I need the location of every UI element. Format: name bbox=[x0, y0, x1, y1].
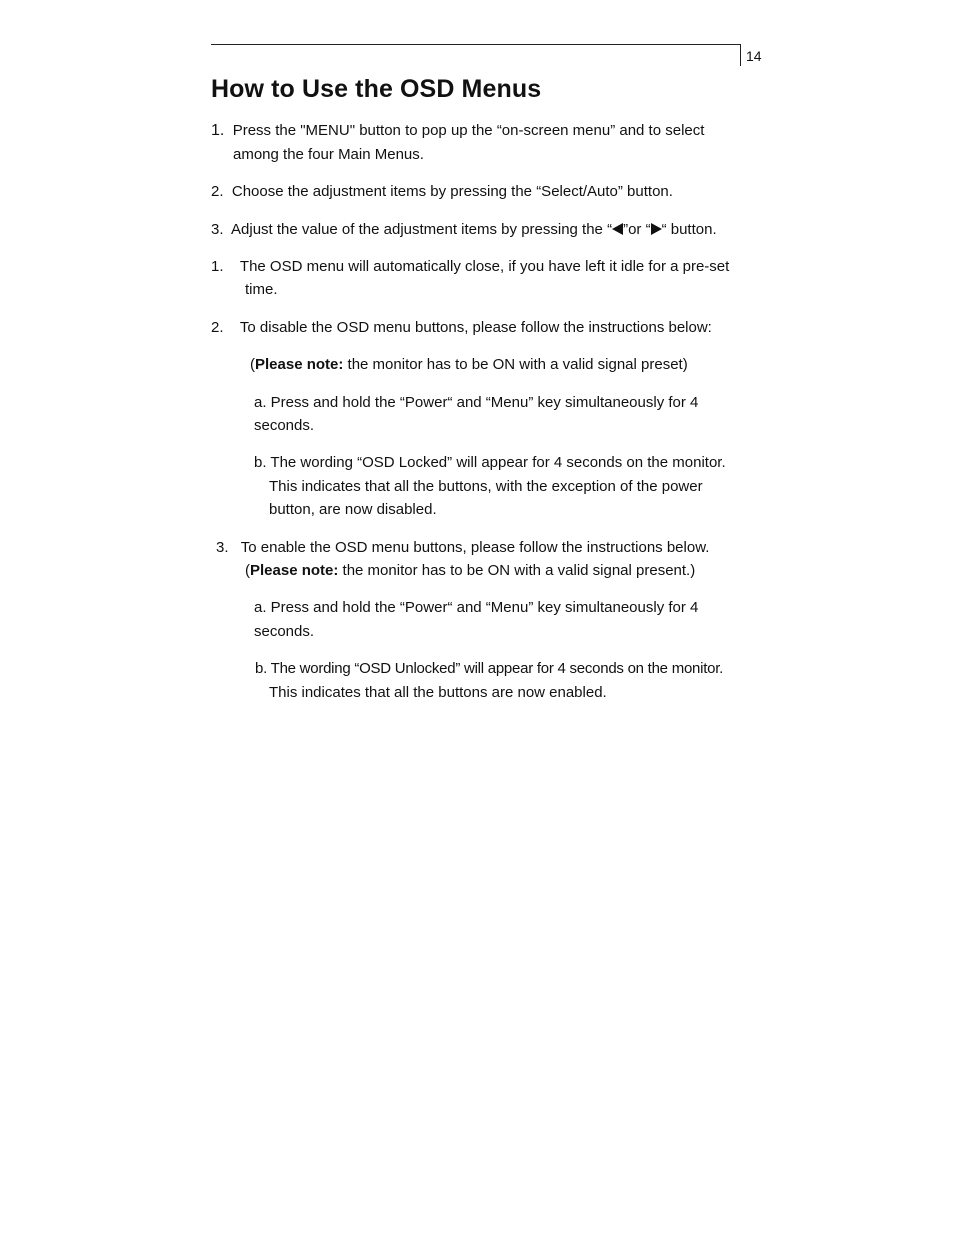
note-3-note-text: the monitor has to be ON with a valid signal present.) bbox=[338, 562, 696, 579]
step-3 bbox=[211, 218, 717, 242]
note-2-please-note bbox=[250, 353, 688, 377]
note-2-b-line2: This indicates that all the buttons, with the exception of the power bbox=[269, 478, 703, 495]
note-1-line1: The OSD menu will automatically close, if you have left it idle for a pre-set bbox=[239, 258, 730, 275]
note-3-text: To enable the OSD menu buttons, please follow the instructions below. bbox=[240, 539, 710, 556]
note-1-number: 1. bbox=[211, 258, 224, 275]
note-2-b-line1: b. The wording “OSD Locked” will appear for 4 seconds on the monitor. bbox=[254, 454, 726, 471]
left-triangle-icon bbox=[612, 223, 623, 235]
note-3-a-line1: a. Press and hold the “Power“ and “Menu” key simultaneously for 4 bbox=[254, 599, 699, 616]
note-2 bbox=[211, 316, 712, 340]
step-1 bbox=[211, 119, 704, 143]
note-2-note-text: the monitor has to be ON with a valid signal preset) bbox=[343, 356, 688, 373]
step-1-line1: Press the "MENU" button to pop up the “on-screen menu” and to select bbox=[232, 122, 705, 139]
page-title: How to Use the OSD Menus bbox=[211, 75, 542, 103]
note-3 bbox=[216, 536, 709, 560]
page-number: 14 bbox=[746, 48, 762, 64]
step-3-mid: ”or “ bbox=[623, 221, 651, 238]
note-3-b-line1: b. The wording “OSD Unlocked” will appear for 4 seconds on the monitor. bbox=[255, 660, 724, 677]
note-3-b-line2: This indicates that all the buttons are now enabled. bbox=[269, 684, 607, 701]
step-2-text: Choose the adjustment items by pressing the “Select/Auto” button. bbox=[231, 183, 673, 200]
note-3-a-line2: seconds. bbox=[254, 623, 315, 640]
note-2-number: 2. bbox=[211, 319, 224, 336]
step-3-post: “ button. bbox=[661, 221, 717, 238]
note-1 bbox=[211, 255, 729, 279]
step-3-number: 3. bbox=[211, 221, 224, 238]
note-3-paren: ( bbox=[245, 562, 250, 579]
note-3-please-note bbox=[245, 559, 695, 583]
right-triangle-icon bbox=[651, 223, 662, 235]
note-3-number: 3. bbox=[216, 539, 229, 556]
note-2-paren: ( bbox=[250, 356, 255, 373]
note-2-text: To disable the OSD menu buttons, please follow the instructions below: bbox=[239, 319, 712, 336]
step-2 bbox=[211, 180, 673, 204]
step-1-number: 1. bbox=[211, 122, 225, 139]
note-3-label: Please note: bbox=[250, 562, 339, 579]
step-3-pre: Adjust the value of the adjustment items by pressing the “ bbox=[231, 221, 613, 238]
note-2-label: Please note: bbox=[255, 356, 344, 373]
note-1-line2: time. bbox=[245, 281, 278, 298]
note-2-b-line3: button, are now disabled. bbox=[269, 501, 437, 518]
note-2-a-line1: a. Press and hold the “Power“ and “Menu” key simultaneously for 4 bbox=[254, 394, 699, 411]
note-2-a-line2: seconds. bbox=[254, 417, 315, 434]
header-divider bbox=[740, 44, 741, 66]
step-1-line2: among the four Main Menus. bbox=[233, 146, 424, 163]
header-rule bbox=[211, 44, 741, 45]
step-2-number: 2. bbox=[211, 183, 224, 200]
